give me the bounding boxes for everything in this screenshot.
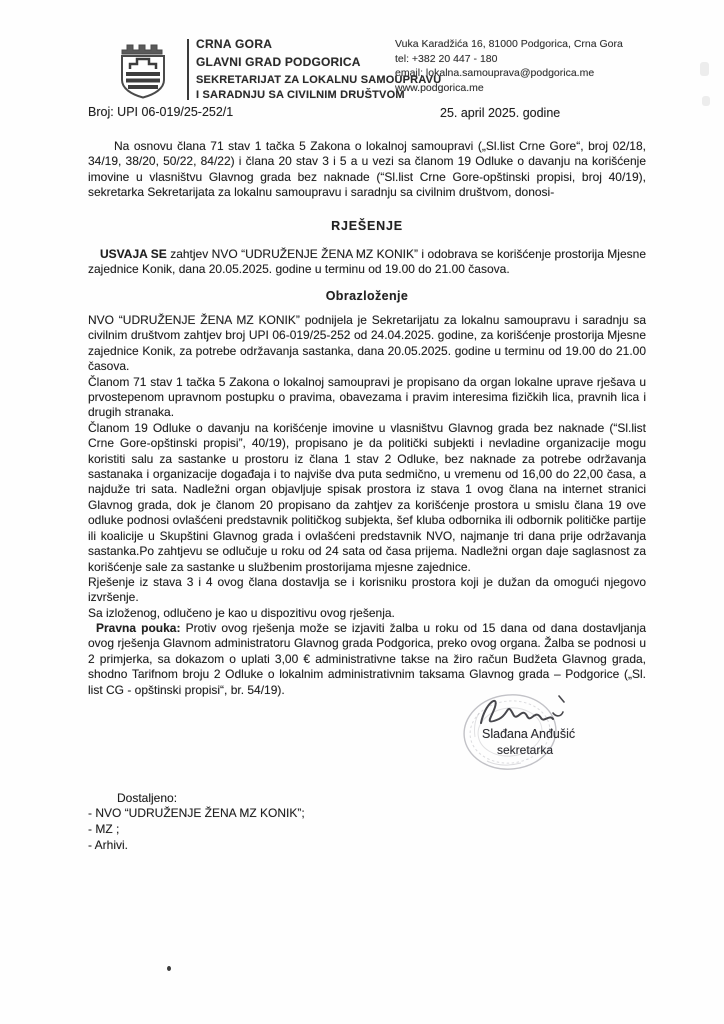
reasoning-title: Obrazloženje [325, 289, 409, 303]
legal-remedy-rest: Protiv ovog rješenja može se izjaviti žalba u roku od 15 dana od dana dostavljanja ovog rješenja Glavnom administratoru Glavnog grada Podgorica, preko ovog organa. Žalba se podnosi u 2 primjerka, sa dokazom o uplati 3,00 € administrativne takse na žiro račun Budžeta Glavnog grada, shodno Tarifnom broju 2 Odluke o lokalnim administrativnim taksama Glavnog grada – Podgorice („Sl. list CG - opštinski propisi“, br. 54/19). [88, 621, 646, 697]
contact-website: www.podgorica.me [395, 81, 484, 94]
disposition-paragraph [88, 247, 646, 278]
contact-phone: tel: +382 20 447 - 180 [395, 52, 498, 65]
decision-title: RJEŠENJE [331, 219, 403, 233]
podgorica-coat-of-arms-icon [108, 36, 178, 102]
contact-email: email: lokalna.samouprava@podgorica.me [395, 67, 595, 80]
scan-artifact-smudge [700, 62, 709, 76]
org-department-line2: I SARADNJU SA CIVILNIM DRUŠTVOM [196, 89, 405, 101]
delivery-item: - Arhivi. [88, 837, 129, 852]
document-date: 25. april 2025. godine [440, 106, 561, 120]
reasoning-paragraph: Sa izloženog, odlučeno je kao u dispozitivu ovog rješenja. [88, 605, 395, 620]
disposition-lead: USVAJA SE [100, 247, 167, 261]
org-department-line1: SEKRETARIJAT ZA LOKALNU SAMOUPRAVU [196, 74, 442, 86]
delivery-list [88, 806, 305, 853]
delivery-item: - NVO “UDRUŽENJE ŽENA MZ KONIK”; [88, 806, 305, 820]
ref-number: Broj: UPI 06-019/25-252/1 [88, 105, 234, 119]
scan-artifact-smudge [702, 96, 710, 106]
scan-artifact-speck [167, 966, 171, 971]
org-country: CRNA GORA [196, 37, 273, 51]
reasoning-paragraph: Članom 19 Odluke o davanju na korišćenje imovine u vlasništvu Glavnog grada bez naknade (“Sl.list Crne Gore-opštinski propisi”, 40/19), propisano je da politički subjekti i nevladine organizacije mogu koristiti salu za sastanke u prostoru iz člana 1 stav 2 Odluke, bez naknade za potrebe održavanja sastanaka i organizacije događaja i to najviše dva puta sedmično, u vremenu od 16,00 do 22,00 časa, a najduže tri sata. Nadležni organ objavljuje spisak prostora iz stava 1 ovog člana na internet stranici Glavnog grada, dok je članom 20 propisano da zahtjev za korišćenje prostora u smislu člana 19 ove odluke podnosi ovlašćeni predstavnik političkog subjekta, šef kluba odbornika ili odbornik političke partije ili koalicije u Skupštini Glavnog grada i ovlašćeni predstavnik NVO, najmanje tri dana prije održavanja sastanka.Po zahtjevu se odlučuje u roku od 24 sata od časa prijema. Nadležni organ daje saglasnost za korišćenje sale za sastanke u službenim prostorijama mjesne zajednice. [88, 420, 646, 574]
intro-paragraph: Na osnovu člana 71 stav 1 tačka 5 Zakona o lokalnoj samoupravi („Sl.list Crne Gore“, broj 02/18, 34/19, 38/20, 50/22, 84/22) i člana 20 stav 3 i 5 a u vezi sa članom 19 Odluke o davanju na korišćenje imovine u vlasništvu Glavnog grada bez naknade (“Sl.list Crne Gore-opštinski propisi, broj 40/19), sekretarka Sekretarijata za lokalnu samoupravu i saradnju sa civilnim društvom, donosi- [88, 139, 646, 200]
signatory-title: sekretarka [497, 743, 554, 757]
delivery-item: - MZ ; [88, 821, 120, 836]
org-city: GLAVNI GRAD PODGORICA [196, 55, 361, 69]
legal-remedy-lead: Pravna pouka: [96, 621, 181, 635]
reasoning-paragraph: NVO “UDRUŽENJE ŽENA MZ KONIK” podnijela je Sekretarijatu za lokalnu samoupravu i saradnju sa civilnim društvom zahtjev broj UPI 06-019/25-252 od 24.04.2025. godine, za korišćenje prostorija Mjesne zajednice Konik, za potrebe održavanja sastanka, dana 20.05.2025. godine u terminu od 19.00 do 21.00 časova. [88, 313, 646, 374]
letterhead-divider [187, 39, 189, 100]
reasoning-paragraph: Rješenje iz stava 3 i 4 ovog člana dostavlja se i korisniku prostora koji je dužan da omogući njegovo izvršenje. [88, 574, 646, 605]
signatory-name: Slađana Anđušić [482, 727, 576, 741]
reasoning-paragraph: Članom 71 stav 1 tačka 5 Zakona o lokalnoj samoupravi je propisano da organ lokalne uprave rješava u prvostepenom upravnom postupku o pravima, obavezama i pravim interesima fizičkih lica, pravnih lica i drugih stranaka. [88, 374, 646, 420]
letterhead-contact-block [395, 37, 623, 95]
disposition-rest: zahtjev NVO “UDRUŽENJE ŽENA MZ KONIK” i odobrava se korišćenje prostorija Mjesne zajednice Konik, dana 20.05.2025. godine u terminu od 19.00 do 21.00 časova. [88, 247, 646, 277]
delivery-label: Dostaljeno: [117, 791, 178, 805]
contact-address: Vuka Karadžića 16, 81000 Podgorica, Crna Gora [395, 38, 623, 50]
reasoning-section [88, 313, 646, 621]
